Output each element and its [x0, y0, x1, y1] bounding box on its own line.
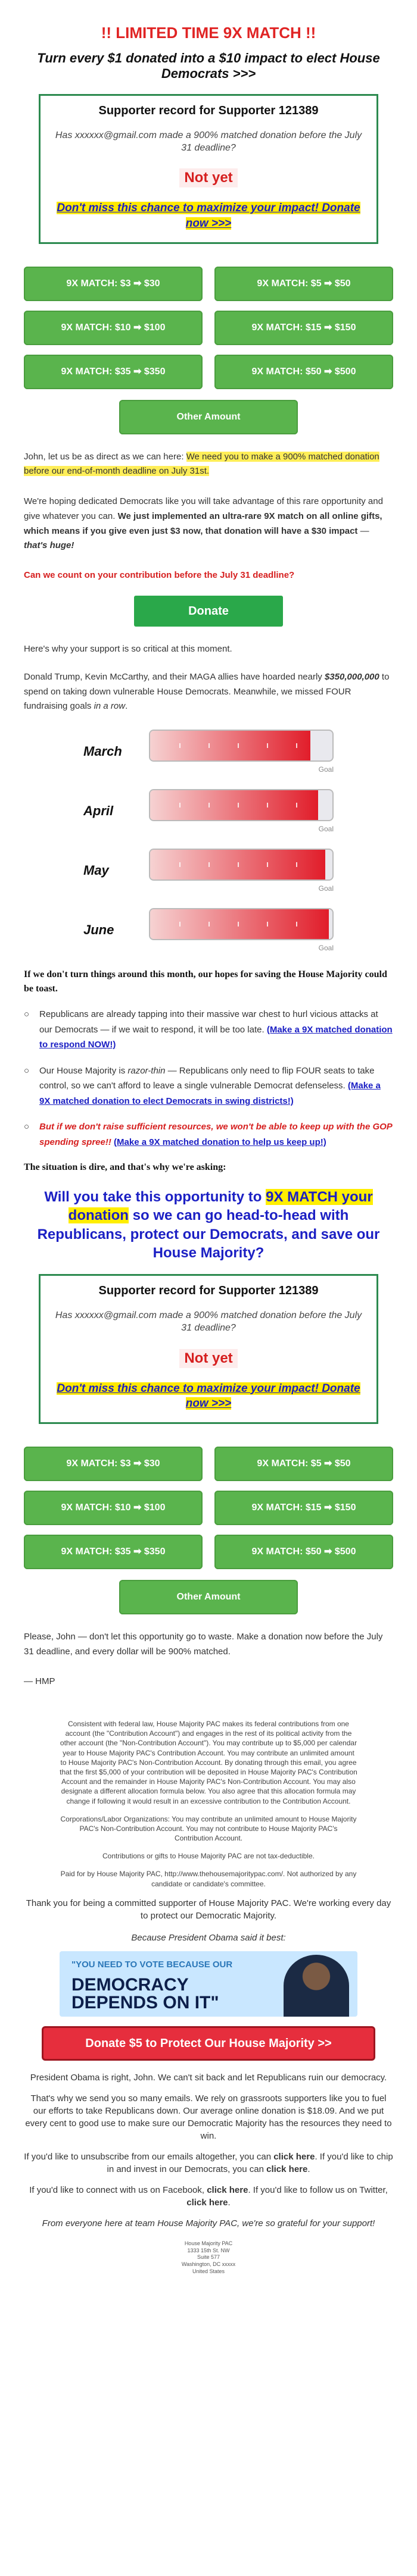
twitter-link[interactable]: click here: [186, 2197, 228, 2208]
list-item: [24, 1063, 393, 1109]
subhead: Turn every $1 donated into a $10 impact to elect House Democrats >>>: [37, 51, 380, 82]
warning-text: If we don't turn things around this month, our hopes for saving the House Majority could be toast.: [24, 969, 387, 994]
gauge-month-label: June: [83, 922, 114, 938]
gauge-tick: [208, 862, 210, 867]
gauge-tick: [267, 862, 268, 867]
gauge-tick: [267, 922, 268, 927]
headline: !! LIMITED TIME 9X MATCH !!: [101, 24, 316, 42]
gauge-tick: [238, 862, 239, 867]
bq-highlight: 9X MATCH your donation: [68, 1189, 373, 1224]
gauge-month-label: May: [83, 863, 109, 878]
match-button-grid: [24, 267, 393, 389]
legal-1: Consistent with federal law, House Majority PAC makes its federal contributions from one account (the "Contribution Account") and engages in the rest of its political activity from the other account (the "Non-Contribution Account"). You may contribute up to $5,000 per calendar year to House Majority PAC's Contribution Account. You may contribute an unlimited amount to House Majority PAC's Non-Contribution Account. By donating through this email, you agree that the first $5,000 of your contribution will be deposited in House Majority PAC's Contribution Account and the remainder in House Majority PAC's Non-Contribution Account. You may also designate a different allocation formula below. You also agree that this allocation formula may change if following it would result in an excessive contribution to the Contribution Account.: [60, 1720, 357, 1805]
match-button-10[interactable]: 9X MATCH: $10 ➡ $100: [24, 1491, 203, 1525]
obama-quote-banner[interactable]: [60, 1951, 357, 2017]
status-badge: Not yet: [179, 1349, 237, 1368]
match-button-35[interactable]: 9X MATCH: $35 ➡ $350: [24, 355, 203, 389]
dire-text: The situation is dire, and that's why we're asking:: [24, 1162, 226, 1173]
address-line: House Majority PAC: [184, 2240, 233, 2246]
banner-top-text: "YOU NEED TO VOTE BECAUSE OUR: [71, 1959, 233, 1970]
bullet-list: [24, 1007, 393, 1150]
b3-link[interactable]: (Make a 9X matched donation to help us keep up!): [114, 1137, 326, 1147]
gauge-goal-label: Goal: [318, 884, 334, 893]
fb-b: . If you'd like to follow us on Twitter,: [248, 2184, 388, 2195]
gauge-tick: [238, 922, 239, 927]
status-badge: Not yet: [179, 168, 237, 187]
gauge-tick: [179, 862, 181, 867]
supporter-record-box-2: [39, 1274, 378, 1424]
gauge-tick: [296, 862, 297, 867]
match-button-5[interactable]: 9X MATCH: $5 ➡ $50: [214, 1447, 393, 1481]
b1-text: Republicans are already tapping into their massive war chest to hurl vicious attacks at our Democrats — if we wait to respond, it will be too late.: [39, 1009, 378, 1035]
gauge-tick: [296, 803, 297, 807]
bullet-dot: ○: [24, 1009, 30, 1020]
gauge-month-label: April: [83, 803, 114, 819]
gauge-row: [83, 730, 393, 774]
paragraph-trump: [24, 670, 393, 714]
b2-text-a: Our House Majority is: [39, 1065, 128, 1076]
address-line: Suite 577: [197, 2254, 220, 2261]
other-amount-button-2[interactable]: Other Amount: [119, 1580, 298, 1614]
fb-c: .: [228, 2197, 231, 2208]
p3-end: .: [125, 701, 128, 712]
fundraising-gauges: [83, 730, 393, 952]
gauge-bar: [149, 849, 334, 881]
paragraph-direct: [24, 450, 393, 480]
match-button-3[interactable]: 9X MATCH: $3 ➡ $30: [24, 267, 203, 301]
match-button-10[interactable]: 9X MATCH: $10 ➡ $100: [24, 311, 203, 345]
signoff: — HMP: [24, 1676, 55, 1687]
obama-intro: Because President Obama said it best:: [131, 1932, 286, 1943]
gauge-tick: [296, 743, 297, 748]
obama-right-text: President Obama is right, John. We can't sit back and let Republicans ruin our democracy.: [30, 2072, 387, 2083]
gauge-fill: [150, 790, 318, 820]
match-button-grid-2: [24, 1447, 393, 1569]
thanks-text: Thank you for being a committed supporter of House Majority PAC. We're working every day to protect our Democratic Majority.: [26, 1898, 391, 1921]
gauge-bar: [149, 730, 334, 762]
fb-a: If you'd like to connect with us on Facebook,: [29, 2184, 207, 2195]
match-button-5[interactable]: 9X MATCH: $5 ➡ $50: [214, 267, 393, 301]
gauge-tick: [179, 922, 181, 927]
match-button-50[interactable]: 9X MATCH: $50 ➡ $500: [214, 355, 393, 389]
unsub-a: If you'd like to unsubscribe from our emails altogether, you can: [24, 2151, 274, 2162]
p3-mid: to spend on taking down vulnerable House Democrats. Meanwhile, we missed FOUR fundraising goals: [24, 671, 390, 712]
bullet-dot: ○: [24, 1122, 30, 1132]
b2-italic: razor-thin: [127, 1065, 166, 1076]
p2-bold: We just implemented an ultra-rare 9X match on all online gifts, which means if you give even just $3 now, that donation will have a $30 impact: [24, 511, 382, 536]
record-title: Supporter record for Supporter 121389: [98, 1284, 319, 1297]
emails-paragraph: That's why we send you so many emails. We rely on grassroots supporters like you to fuel our efforts to take Republicans down. Our average online donation is $18.09. And we put every cent to good use to make sure our Democratic Majority has the resources they need to win.: [25, 2093, 392, 2141]
record-line: Has xxxxxx@gmail.com made a 900% matched donation before the July 31 deadline?: [55, 1310, 362, 1333]
record-cta-link[interactable]: Don't miss this chance to maximize your impact! Donate now >>>: [57, 1382, 360, 1410]
record-title: Supporter record for Supporter 121389: [98, 104, 319, 117]
gauge-tick: [208, 743, 210, 748]
gauge-goal-label: Goal: [318, 825, 334, 834]
closing-paragraph: Please, John — don't let this opportunity go to waste. Make a donation now before the July 31 deadline, and every dollar will be 900% matched.: [24, 1631, 383, 1657]
b3-red-text: But if we don't raise sufficient resources, we won't be able to keep up with the GOP spending spree!!: [39, 1122, 393, 1147]
unsubscribe-text: [24, 2151, 393, 2176]
match-button-3[interactable]: 9X MATCH: $3 ➡ $30: [24, 1447, 203, 1481]
facebook-link[interactable]: click here: [207, 2184, 248, 2195]
obama-photo: [284, 1955, 349, 2017]
p1-text: John, let us be as direct as we can here:: [24, 451, 186, 462]
list-item: [24, 1119, 393, 1150]
from-everyone: From everyone here at team House Majority PAC, we're so grateful for your support!: [42, 2218, 375, 2228]
p1-highlight: We need you to make a 900% matched donation before our end-of-month deadline on July 31st.: [24, 451, 379, 477]
donate-5-button[interactable]: Donate $5 to Protect Our House Majority >>: [42, 2026, 375, 2061]
match-button-35[interactable]: 9X MATCH: $35 ➡ $350: [24, 1535, 203, 1569]
match-button-15[interactable]: 9X MATCH: $15 ➡ $150: [214, 1491, 393, 1525]
other-amount-button[interactable]: Other Amount: [119, 400, 298, 434]
gauge-fill: [150, 909, 329, 939]
match-button-50[interactable]: 9X MATCH: $50 ➡ $500: [214, 1535, 393, 1569]
record-line: Has xxxxxx@gmail.com made a 900% matched donation before the July 31 deadline?: [55, 130, 362, 153]
donate-link[interactable]: click here: [266, 2164, 308, 2174]
gauge-tick: [208, 922, 210, 927]
gauge-row: [83, 849, 393, 893]
unsub-b: . If you'd like to chip in and invest in our Democrats, you can: [107, 2151, 393, 2174]
p2-text: We're hoping dedicated Democrats like you will take advantage of this rare opportunity and give whatever you can.: [24, 496, 383, 521]
donate-button[interactable]: Donate: [134, 596, 283, 627]
gauge-tick: [179, 803, 181, 807]
gauge-row: [83, 789, 393, 833]
gauge-month-label: March: [83, 744, 122, 759]
address-line: 1333 15th St. NW: [187, 2247, 230, 2253]
legal-3: Contributions or gifts to House Majority PAC are not tax-deductible.: [102, 1852, 315, 1861]
p2-dash: —: [357, 525, 369, 536]
gauge-tick: [267, 803, 268, 807]
banner-main-text: DEMOCRACY DEPENDS ON IT": [71, 1974, 219, 2012]
gauge-tick: [296, 922, 297, 927]
unsubscribe-link[interactable]: click here: [273, 2151, 315, 2162]
gauge-bar: [149, 789, 334, 821]
address-line: United States: [192, 2268, 225, 2274]
social-text: [24, 2184, 393, 2209]
red-question: Can we count on your contribution before the July 31 deadline?: [24, 570, 295, 581]
unsub-c: .: [307, 2164, 310, 2174]
bq-text-a: Will you take this opportunity to: [44, 1189, 266, 1206]
bullet-dot: ○: [24, 1065, 30, 1076]
p2-italic: that's huge!: [24, 540, 74, 551]
p3-amount: $350,000,000: [324, 671, 379, 682]
gauge-bar: [149, 908, 334, 940]
mailing-address: [24, 2240, 393, 2275]
b2-link[interactable]: (Make a 9X matched donation to elect Democrats in swing districts!): [39, 1081, 381, 1106]
list-item: [24, 1007, 393, 1053]
b2-text-b: — Republicans only need to flip FOUR seats to take control, so we can't afford to leave a single vulnerable Democrat defenseless.: [39, 1065, 375, 1091]
gauge-tick: [208, 803, 210, 807]
record-cta-link[interactable]: Don't miss this chance to maximize your impact! Donate now >>>: [57, 202, 360, 230]
legal-disclaimer: [54, 1719, 363, 1889]
match-button-15[interactable]: 9X MATCH: $15 ➡ $150: [214, 311, 393, 345]
p3-italic: in a row: [94, 701, 126, 712]
address-line: Washington, DC xxxxx: [181, 2261, 236, 2267]
legal-2: Corporations/Labor Organizations: You may contribute an unlimited amount to House Majority PAC's Non-Contribution Account. You may not contribute to House Majority PAC's Contribution Account.: [60, 1814, 357, 1843]
p3-text: Donald Trump, Kevin McCarthy, and their MAGA allies have hoarded nearly: [24, 671, 325, 682]
gauge-tick: [267, 743, 268, 748]
gauge-fill: [150, 731, 310, 760]
b1-link[interactable]: (Make a 9X matched donation to respond NOW!): [39, 1024, 393, 1050]
paragraph-match: [24, 494, 393, 553]
big-question: [24, 1188, 393, 1262]
legal-4: Paid for by House Majority PAC, http://www.thehousemajoritypac.com/. Not authorized by any candidate or candidate's committee.: [60, 1870, 357, 1888]
supporter-record-box: [39, 94, 378, 244]
gauge-goal-label: Goal: [318, 765, 334, 774]
gauge-row: [83, 908, 393, 952]
gauge-tick: [179, 743, 181, 748]
bq-text-b: so we can go head-to-head with Republicans, protect our Democrats, and save our House Majority?: [37, 1207, 380, 1261]
gauge-tick: [238, 803, 239, 807]
gauge-tick: [238, 743, 239, 748]
paragraph-why: Here's why your support is so critical at this moment.: [24, 644, 232, 655]
gauge-goal-label: Goal: [318, 944, 334, 953]
